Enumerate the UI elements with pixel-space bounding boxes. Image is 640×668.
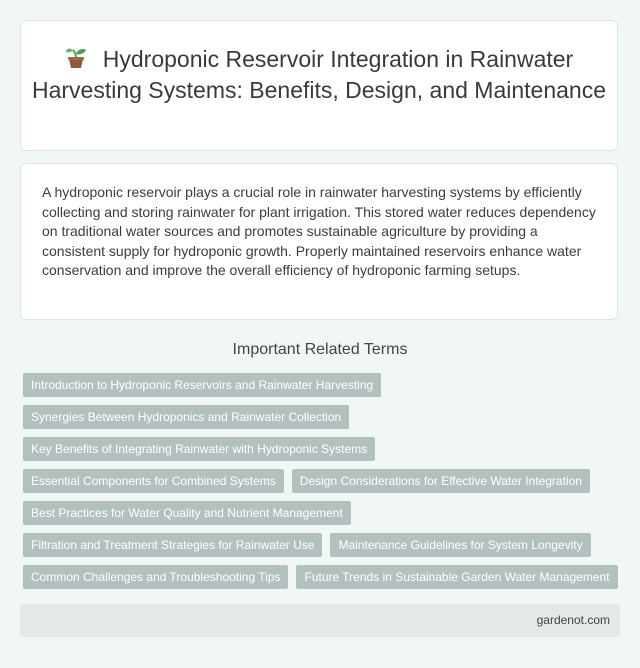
title-text: Hydroponic Reservoir Integration in Rainwater Harvesting Systems: Benefits, Design, and Maintenance — [31, 46, 606, 103]
related-term-tag[interactable]: Common Challenges and Troubleshooting Tips — [23, 565, 288, 589]
footer-bar — [20, 604, 620, 637]
related-terms-heading: Important Related Terms — [232, 341, 408, 358]
related-terms-list — [23, 373, 623, 597]
page-title — [21, 45, 617, 105]
seedling-icon — [65, 45, 87, 76]
related-term-tag[interactable]: Introduction to Hydroponic Reservoirs and Rainwater Harvesting — [23, 373, 381, 397]
related-term-tag[interactable]: Essential Components for Combined Systems — [23, 469, 284, 493]
related-term-tag[interactable]: Synergies Between Hydroponics and Rainwater Collection — [23, 405, 349, 429]
title-card — [20, 20, 618, 151]
related-term-tag[interactable]: Best Practices for Water Quality and Nutrient Management — [23, 501, 351, 525]
summary-card — [20, 163, 618, 320]
related-term-tag[interactable]: Future Trends in Sustainable Garden Water Management — [296, 565, 617, 589]
related-term-tag[interactable]: Maintenance Guidelines for System Longevity — [330, 533, 590, 557]
related-term-tag[interactable]: Filtration and Treatment Strategies for Rainwater Use — [23, 533, 322, 557]
related-term-tag[interactable]: Design Considerations for Effective Water Integration — [292, 469, 590, 493]
site-credit-link[interactable]: gardenot.com — [536, 613, 610, 627]
related-term-tag[interactable]: Key Benefits of Integrating Rainwater with Hydroponic Systems — [23, 437, 375, 461]
summary-paragraph: A hydroponic reservoir plays a crucial role in rainwater harvesting systems by efficiently collecting and storing rainwater for plant irrigation. This stored water reduces dependency on traditional water sources and promotes sustainable agriculture by providing a consistent supply for hydroponic growth. Properly maintained reservoirs enhance water conservation and improve the overall efficiency of hydroponic farming setups. — [42, 184, 596, 279]
